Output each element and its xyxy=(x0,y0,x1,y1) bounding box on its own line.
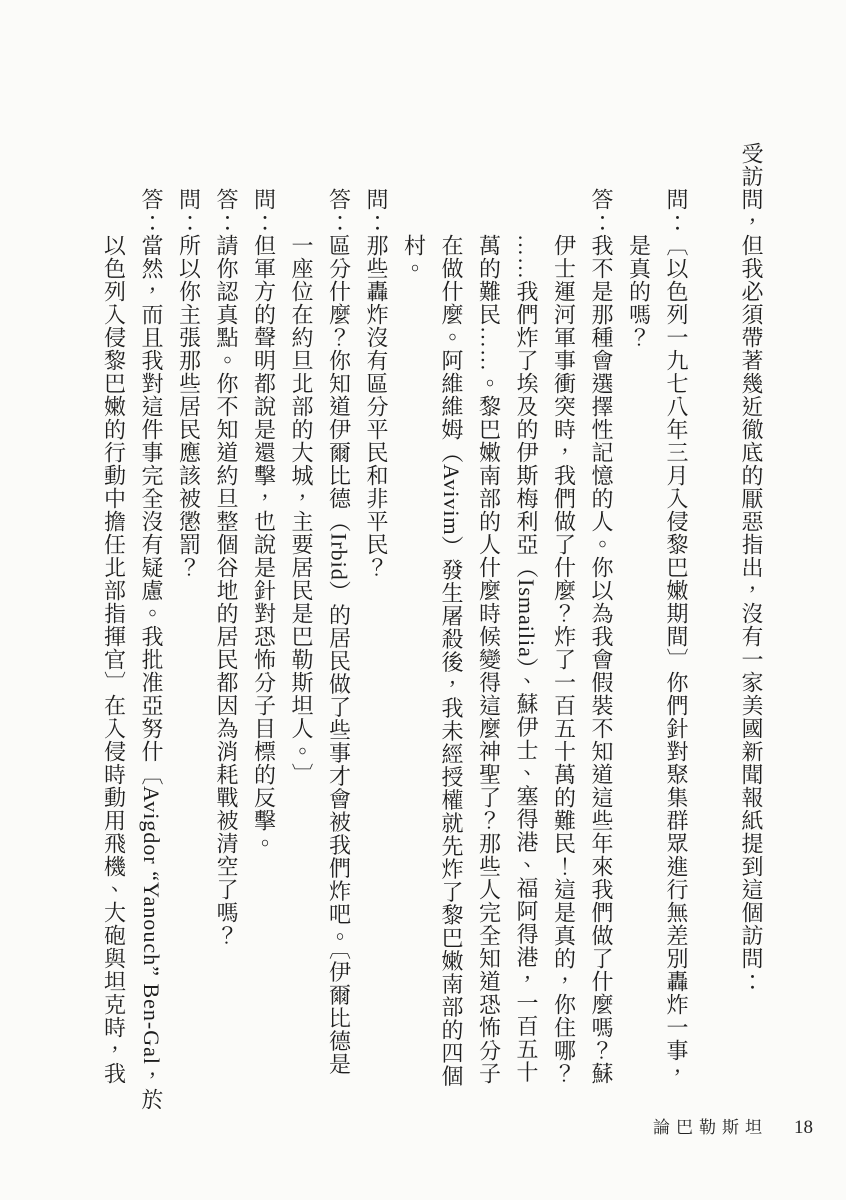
page-footer xyxy=(653,1113,813,1139)
text-column: 村。 xyxy=(401,234,427,280)
footer-page-number: 18 xyxy=(794,1117,813,1138)
text-column: 萬的難民……。黎巴嫩南部的人什麼時候變得這麼神聖了？那些人完全知道恐怖分子 xyxy=(476,234,502,1085)
text-column: 伊士運河軍事衝突時，我們做了什麼？炸了一百五十萬的難民！這是真的，你住哪？ xyxy=(551,234,577,1085)
text-column: 一座位在約旦北部的大城，主要居民是巴勒斯坦人。〕 xyxy=(289,234,314,786)
text-column: 以色列入侵黎巴嫩的行動中擔任北部指揮官〕在入侵時動用飛機、大砲與坦克時，我 xyxy=(101,234,127,1085)
text-column: 答：區分什麼？你知道伊爾比德（Irbid）的居民做了些事才會被我們炸吧。〔伊爾比德是 xyxy=(326,188,352,1076)
text-column: ……我們炸了埃及的伊斯梅利亞（Ismailia）、蘇伊士、塞得港、福阿得港，一百五十 xyxy=(514,234,539,1084)
text-column: 答：當然，而且我對這件事完全沒有疑慮。我批准亞努什〔Avigdor “Yanouch” Ben-Gal，於 xyxy=(139,188,164,1111)
vertical-text-block xyxy=(95,142,770,1111)
text-column: 答：請你認真點。你不知道約旦整個谷地的居民都因為消耗戰被清空了嗎？ xyxy=(214,188,239,947)
text-column: 問：但軍方的聲明都說是還擊，也說是針對恐怖分子目標的反擊。 xyxy=(251,188,277,855)
text-column: 在做什麼。阿維維姆（Avivim）發生屠殺後，我未經授權就先炸了黎巴嫩南部的四個 xyxy=(439,234,464,1088)
text-column: 答：我不是那種會選擇性記憶的人。你以為我會假裝不知道這些年來我們做了什麼嗎？蘇 xyxy=(589,188,614,1085)
footer-book-title: 論巴勒斯坦 xyxy=(653,1118,768,1137)
text-column: 問：所以你主張那些居民應該被懲罰？ xyxy=(176,188,202,579)
text-column: 問：那些轟炸沒有區分平民和非平民？ xyxy=(364,188,389,579)
text-column: 是真的嗎？ xyxy=(626,234,652,349)
text-column: 問：〔以色列一九七八年三月入侵黎巴嫩期間〕你們針對聚集群眾進行無差別轟炸一事， xyxy=(664,188,689,1085)
text-column: 受訪問，但我必須帶著幾近徹底的厭惡指出，沒有一家美國新聞報紙提到這個訪問： xyxy=(739,142,764,993)
